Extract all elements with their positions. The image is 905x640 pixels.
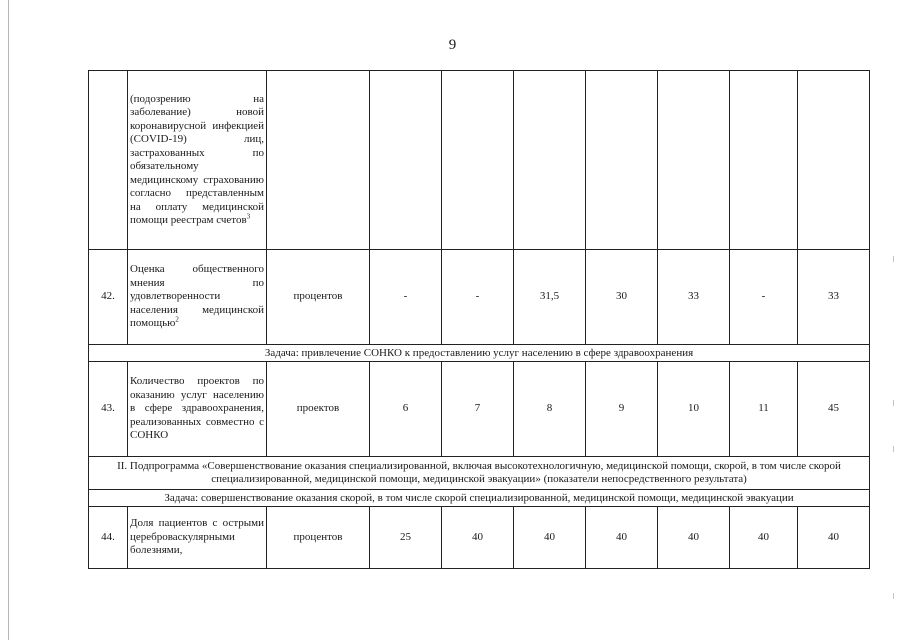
value-cell: - — [370, 250, 442, 345]
value-cell — [514, 71, 586, 250]
value-cell: 40 — [730, 507, 798, 569]
scan-mark — [893, 593, 894, 599]
section-row — [89, 345, 870, 362]
indicator-name: (подозрению на заболевание) новой коронавирусной инфекцией (COVID-19) лиц, застрахованных по обязательному медицинскому страхованию согласно представленным на оплату медицинской помощи реестрам счетов$^3$ — [128, 71, 267, 250]
scan-mark — [893, 256, 894, 262]
row-number — [89, 71, 128, 250]
value-cell — [798, 71, 870, 250]
indicator-name: Оценка общественного мнения по удовлетворенности населения медицинской помощью$^2$ — [128, 250, 267, 345]
footnote-mark: 2 — [175, 315, 179, 324]
value-cell: 40 — [798, 507, 870, 569]
value-cell: 33 — [798, 250, 870, 345]
task-heading: Задача: совершенствование оказания скорой, в том числе скорой специализированной, медицинской помощи, медицинской эвакуации — [89, 490, 870, 507]
value-cell: 40 — [514, 507, 586, 569]
value-cell: 10 — [658, 362, 730, 457]
table-row — [89, 362, 870, 457]
value-cell: 6 — [370, 362, 442, 457]
value-cell: - — [442, 250, 514, 345]
value-cell: 40 — [442, 507, 514, 569]
scan-mark — [893, 446, 894, 452]
row-number: 44. — [89, 507, 128, 569]
value-cell — [658, 71, 730, 250]
subprogram-heading: II. Подпрограмма «Совершенствование оказания специализированной, включая высокотехнологичную, медицинской помощи, скорой, в том числе скорой специализированной, медицинской помощи, медицинской эвакуации» (показатели непосредственного результата) — [89, 457, 870, 490]
value-cell — [586, 71, 658, 250]
table-row — [89, 250, 870, 345]
table-row — [89, 507, 870, 569]
value-cell: 7 — [442, 362, 514, 457]
page-number: 9 — [448, 37, 457, 53]
indicator-name: Количество проектов по оказанию услуг населению в сфере здравоохранения, реализованных совместно с СОНКО — [128, 362, 267, 457]
value-cell: - — [730, 250, 798, 345]
value-cell: 40 — [658, 507, 730, 569]
value-cell: 33 — [658, 250, 730, 345]
scan-mark — [893, 400, 894, 406]
task-heading: Задача: привлечение СОНКО к предоставлению услуг населению в сфере здравоохранения — [89, 345, 870, 362]
value-cell: 45 — [798, 362, 870, 457]
footnote-mark: 3 — [246, 212, 251, 221]
value-cell: 9 — [586, 362, 658, 457]
value-cell — [442, 71, 514, 250]
unit-cell: процентов — [267, 250, 370, 345]
row-number: 42. — [89, 250, 128, 345]
unit-cell: проектов — [267, 362, 370, 457]
value-cell: 40 — [586, 507, 658, 569]
page-left-edge — [8, 0, 9, 640]
value-cell: 30 — [586, 250, 658, 345]
value-cell: 8 — [514, 362, 586, 457]
row-number: 43. — [89, 362, 128, 457]
unit-cell: процентов — [267, 507, 370, 569]
unit-cell — [267, 71, 370, 250]
value-cell — [730, 71, 798, 250]
value-cell: 25 — [370, 507, 442, 569]
section-row — [89, 457, 870, 490]
value-cell: 31,5 — [514, 250, 586, 345]
indicators-table — [88, 70, 870, 569]
value-cell — [370, 71, 442, 250]
section-row — [89, 490, 870, 507]
value-cell: 11 — [730, 362, 798, 457]
indicator-name: Доля пациентов с острыми цереброваскулярными болезнями, — [128, 507, 267, 569]
table-row — [89, 71, 870, 250]
